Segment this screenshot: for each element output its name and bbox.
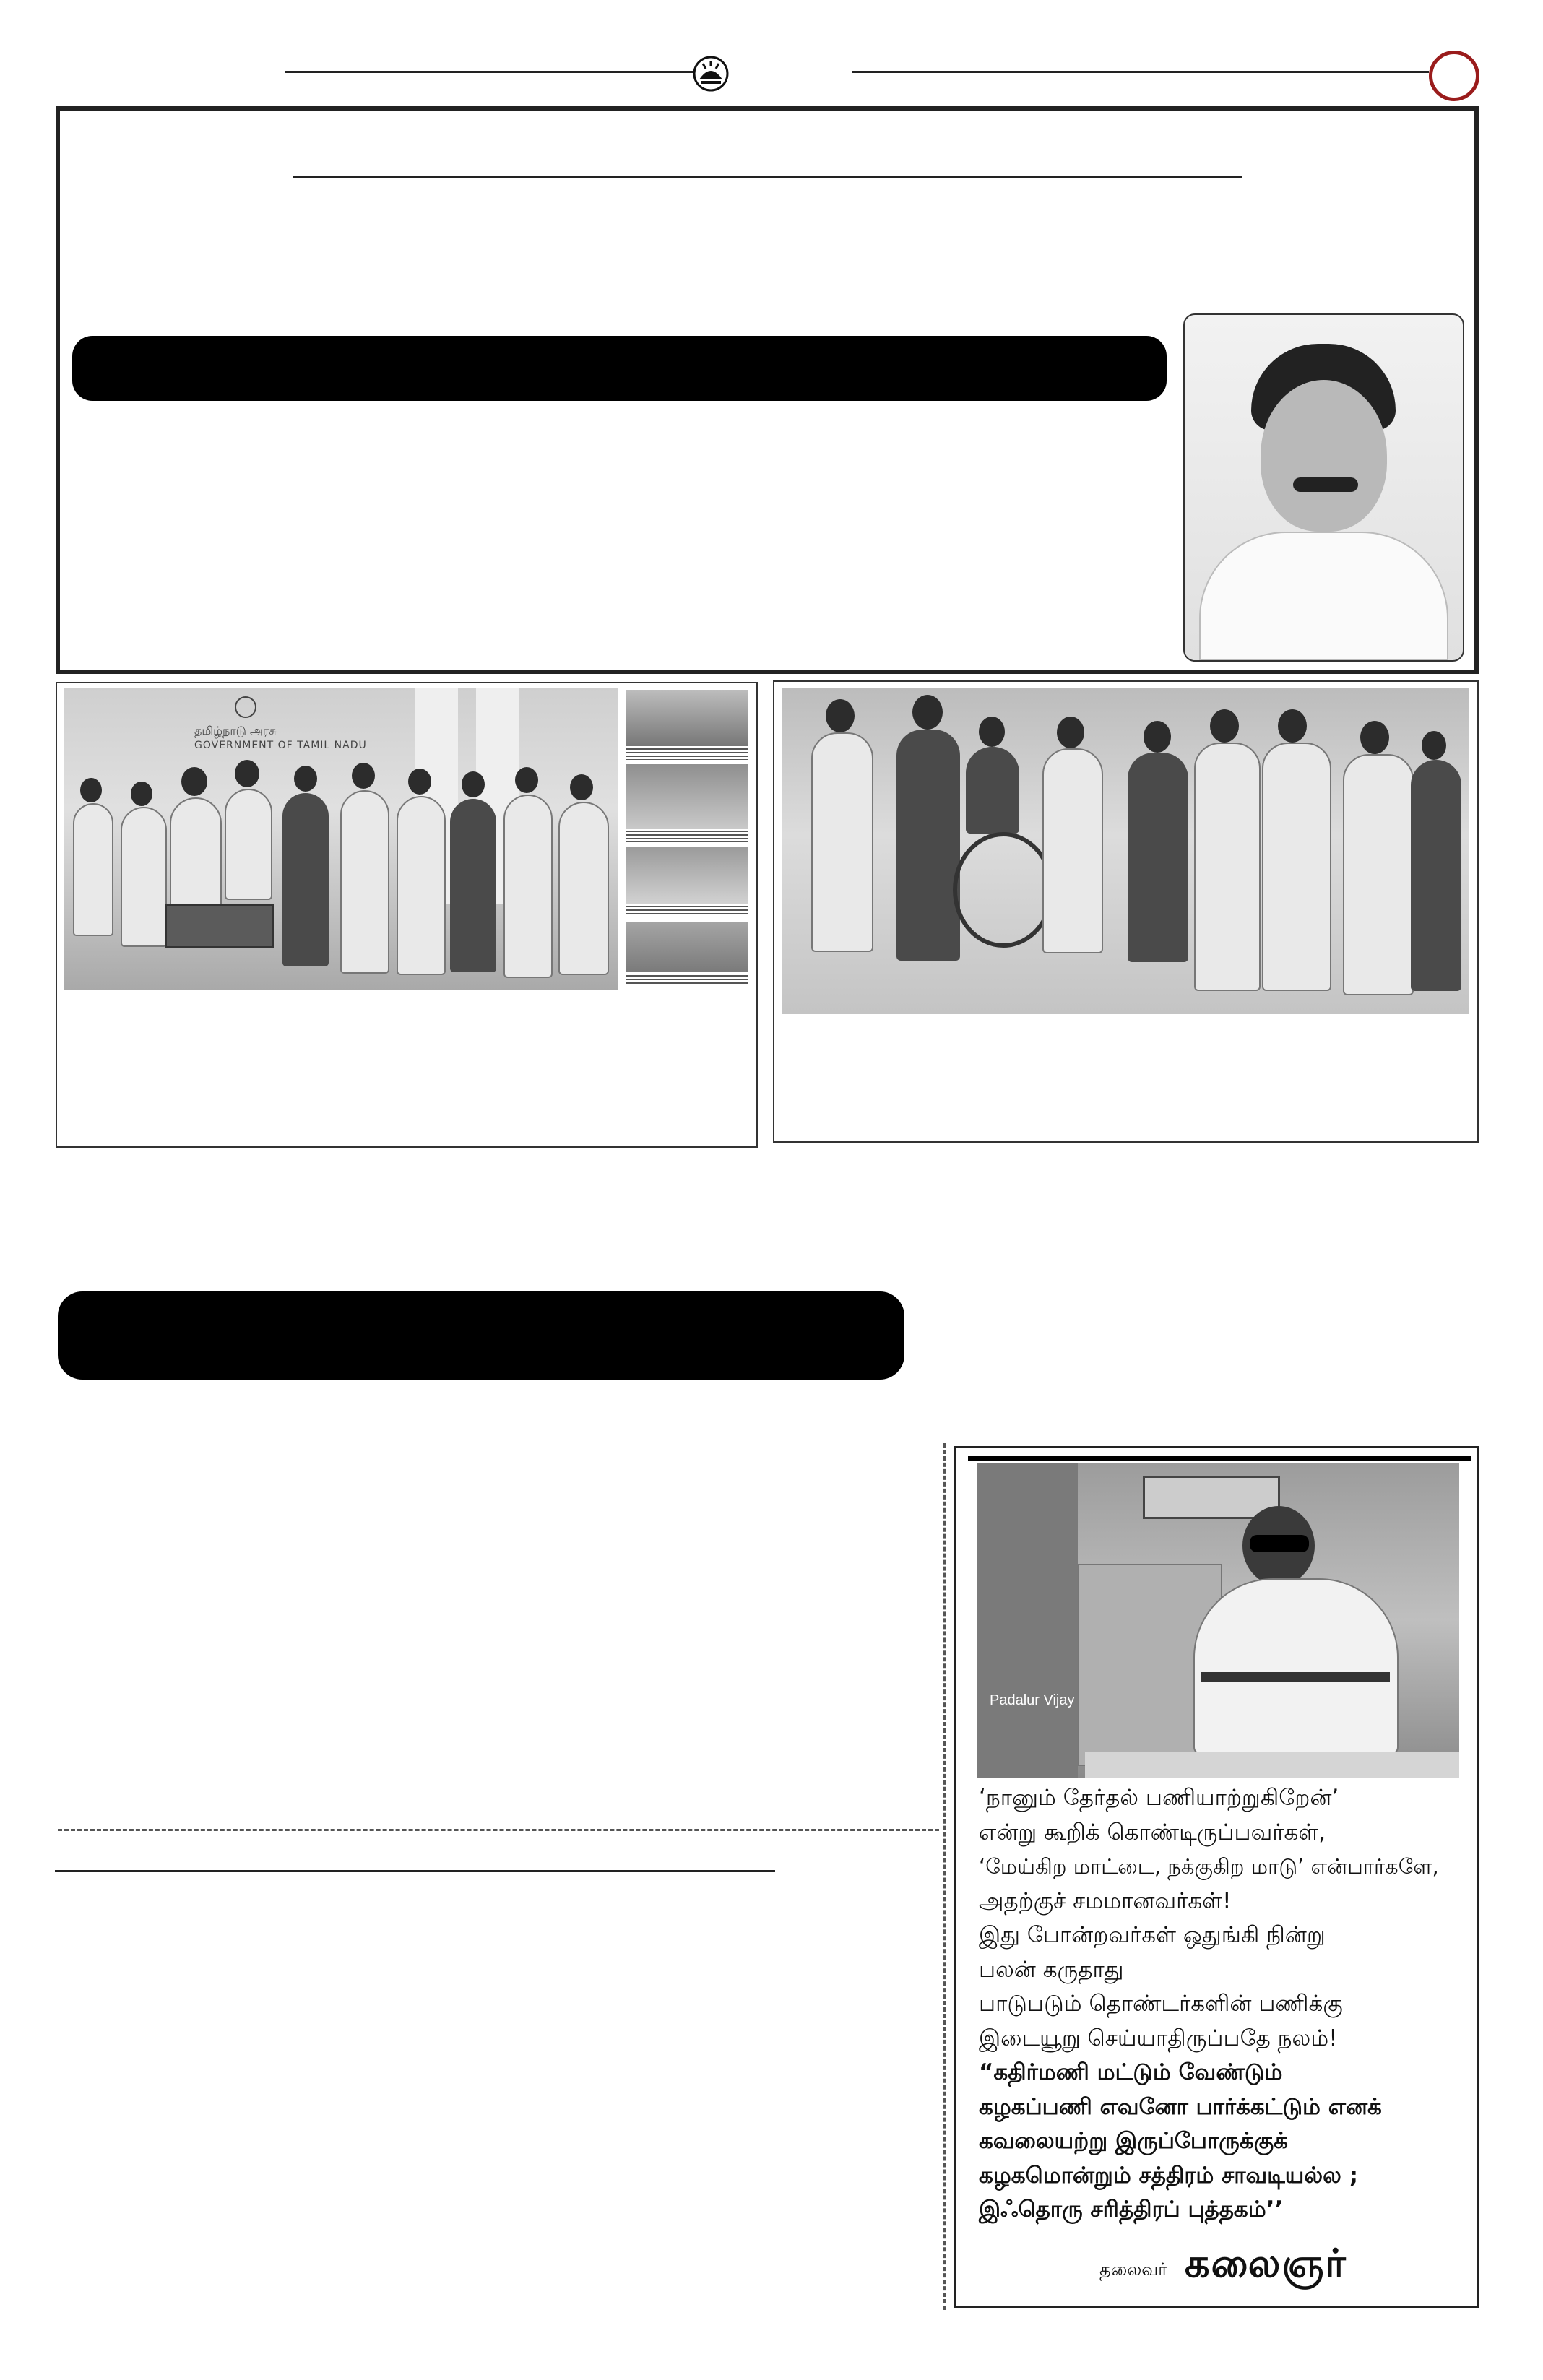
- section-banner: [58, 1291, 904, 1380]
- quote-line: இடையூறு செய்யாதிருப்பதே நலம்!: [979, 2025, 1338, 2051]
- kalaignar-quote-text: [979, 1781, 1470, 2228]
- wheelchair: [953, 832, 1054, 948]
- portrait-shirt: [1199, 532, 1448, 660]
- person-head: [80, 778, 102, 802]
- quote-line: இஃதொரு சரித்திரப் புத்தகம்’’: [979, 2197, 1284, 2223]
- person-head: [1422, 731, 1446, 760]
- inset-caption-lines: [626, 748, 748, 760]
- dark-glasses: [1250, 1535, 1309, 1552]
- lead-headline-underline: [293, 176, 1242, 178]
- seal-text-english: GOVERNMENT OF TAMIL NADU: [194, 740, 367, 751]
- person: [558, 802, 609, 975]
- quote-line: பலன் கருதாது: [979, 1956, 1124, 1983]
- person-head: [352, 763, 375, 789]
- person-head: [235, 760, 259, 787]
- person: [811, 732, 873, 952]
- person-head: [979, 717, 1005, 747]
- person: [1042, 748, 1103, 953]
- person: [340, 790, 389, 974]
- desk-top: [1085, 1752, 1459, 1778]
- seal-text-tamil: தமிழ்நாடு அரசு: [194, 724, 277, 737]
- quote-line: ‘மேய்கிற மாட்டை, நக்குகிற மாடு’ என்பார்களே,: [979, 1854, 1439, 1879]
- quote-line: என்று கூறிக் கொண்டிருப்பவர்கள்,: [979, 1819, 1326, 1845]
- quote-line: அதற்குச் சமமானவர்கள்!: [979, 1887, 1232, 1914]
- person: [1343, 754, 1414, 995]
- quote-line: இது போன்றவர்கள் ஒதுங்கி நின்று: [979, 1922, 1326, 1948]
- portrait-face: [1261, 380, 1387, 532]
- quote-line: கழகமொன்றும் சத்திரம் சாவடியல்ல ;: [979, 2162, 1359, 2189]
- portrait-moustache: [1293, 477, 1358, 492]
- portrait-photo: [1183, 313, 1464, 662]
- wooden-table: [165, 904, 274, 948]
- person-head: [1360, 721, 1389, 754]
- person: [503, 795, 553, 978]
- inset-road-photo-4: [626, 922, 748, 972]
- person: [450, 799, 496, 972]
- sub-headline-rule: [55, 1870, 775, 1872]
- photo-credit: Padalur Vijay: [990, 1692, 1075, 1708]
- inset-caption-lines: [626, 831, 748, 842]
- lead-section-banner: [72, 336, 1167, 401]
- person: [896, 730, 960, 961]
- signature-name: கலைஞர்: [1185, 2241, 1347, 2286]
- person-head: [1144, 721, 1171, 753]
- rising-sun-emblem-icon: [692, 55, 730, 92]
- person-head: [294, 766, 317, 792]
- quote-line: பாடுபடும் தொண்டர்களின் பணிக்கு: [979, 1991, 1343, 2017]
- right-photo-award: [782, 688, 1469, 1014]
- quote-line: “கதிர்மணி மட்டும் வேண்டும்: [979, 2059, 1283, 2085]
- person-head: [181, 767, 207, 796]
- inset-caption-lines: [626, 906, 748, 917]
- person-head: [515, 767, 538, 793]
- inset-road-photo-3: [626, 847, 748, 904]
- left-photo-ceremony: [64, 688, 618, 990]
- person: [121, 807, 167, 947]
- quote-line: கழகப்பணி எவனோ பார்க்கட்டும் எனக்: [979, 2093, 1382, 2120]
- inset-road-photo-1: [626, 690, 748, 746]
- signature-prefix: தலைவர்: [1099, 2259, 1167, 2280]
- quote-box-top-rule: [968, 1456, 1471, 1461]
- person: [1193, 1578, 1399, 1754]
- person: [1128, 753, 1188, 962]
- person-head: [462, 771, 485, 797]
- person-head: [1278, 709, 1307, 743]
- header-rule-right: [852, 71, 1429, 73]
- person: [225, 789, 272, 900]
- inset-caption-lines: [626, 975, 748, 985]
- person-head: [131, 782, 152, 806]
- person-head: [1210, 709, 1239, 743]
- header-rule-left: [285, 71, 693, 73]
- quote-line: கவலையற்று இருப்போருக்குக்: [979, 2128, 1288, 2154]
- person: [1194, 743, 1261, 991]
- person-head: [826, 699, 855, 732]
- kalaignar-photo: [977, 1463, 1459, 1778]
- shawl-stripe: [1201, 1672, 1390, 1682]
- person: [282, 793, 329, 966]
- person-head: [912, 695, 943, 730]
- person: [966, 747, 1019, 834]
- person-head: [408, 769, 431, 795]
- person: [397, 796, 446, 975]
- person: [1411, 760, 1461, 991]
- section-divider-dashed: [58, 1829, 939, 1831]
- person-head: [1057, 717, 1084, 748]
- bookshelf: [977, 1463, 1078, 1778]
- person: [73, 803, 113, 936]
- circle-page-marker-icon: [1429, 51, 1479, 101]
- quote-line: ‘நானும் தேர்தல் பணியாற்றுகிறேன்’: [979, 1785, 1339, 1811]
- person-head: [570, 774, 593, 800]
- column-divider-dashed: [943, 1443, 946, 2310]
- inset-road-photo-2: [626, 764, 748, 829]
- government-seal-icon: [235, 696, 256, 718]
- person: [1262, 743, 1331, 991]
